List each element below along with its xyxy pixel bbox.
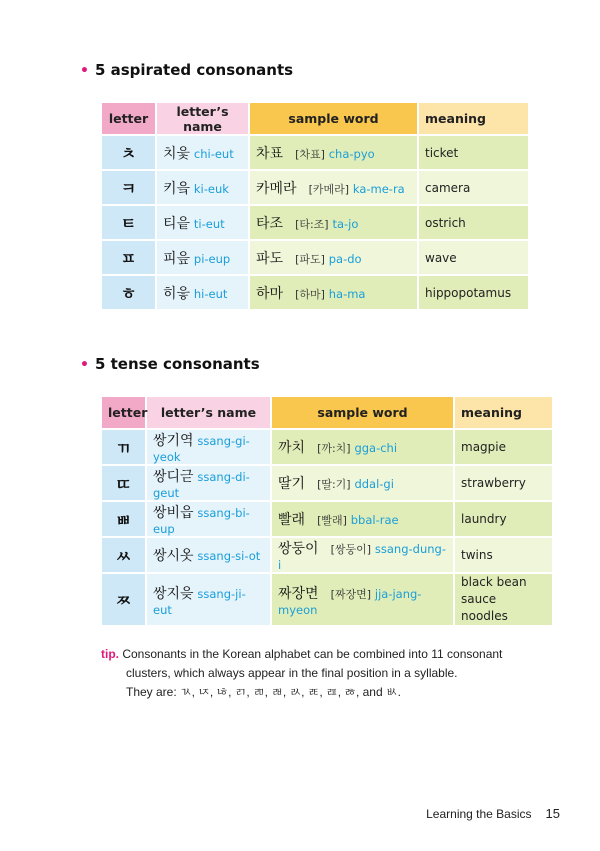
- sample-romanization: cha-pyo: [328, 146, 375, 161]
- header-sample-word: sample word: [249, 102, 418, 135]
- meaning-text: ticket: [425, 145, 459, 160]
- sample-cell: [249, 240, 418, 275]
- name-korean: 쌍비읍: [153, 505, 194, 521]
- tip-line-3: They are: ㄳ, ㄵ, ㄶ, ㄺ, ㄻ, ㄼ, ㄽ, ㄾ, ㄿ, ㅀ, and ㅄ.: [126, 685, 401, 699]
- name-korean: 쌍디귿: [153, 469, 194, 485]
- sample-cell: [249, 275, 418, 310]
- name-romanization: pi-eup: [193, 251, 231, 266]
- table-header-row: [101, 102, 529, 135]
- sample-word: 짜장면: [278, 585, 319, 602]
- letter-cell: ㅉ: [101, 573, 146, 626]
- letter-cell: ㅋ: [101, 170, 156, 205]
- section-title: 5 tense consonants: [94, 355, 260, 373]
- sample-cell: [271, 537, 454, 573]
- meaning-text: laundry: [461, 512, 507, 526]
- meaning-cell: [418, 170, 529, 205]
- name-cell: [146, 573, 271, 626]
- sample-romanization: bbal-rae: [350, 513, 399, 527]
- name-korean: 쌍시옷: [153, 548, 194, 564]
- sample-pronunciation: [딸:기]: [317, 478, 351, 491]
- sample-word: 카메라: [256, 180, 297, 197]
- name-korean: 피읖: [163, 250, 191, 267]
- table-row: [101, 275, 529, 310]
- name-cell: [146, 501, 271, 537]
- tip-line-2: clusters, which always appear in the final position in a syllable.: [126, 666, 458, 680]
- sample-word: 쌍둥이: [278, 541, 319, 557]
- sample-romanization: ta-jo: [332, 216, 359, 231]
- table-header-row: [101, 396, 553, 429]
- meaning-cell: [454, 501, 553, 537]
- sample-cell: [271, 573, 454, 626]
- name-romanization: ti-eut: [193, 216, 225, 231]
- letter-cell: ㅃ: [101, 501, 146, 537]
- letter-cell: ㄲ: [101, 429, 146, 465]
- letter-cell: ㄸ: [101, 465, 146, 501]
- sample-romanization: ssang-dung-i: [278, 542, 446, 572]
- header-letter: letter: [101, 396, 146, 429]
- table-row: [101, 573, 553, 626]
- name-korean: 치읓: [163, 145, 191, 162]
- meaning-cell: [418, 275, 529, 310]
- meaning-text: hippopotamus: [425, 285, 512, 300]
- sample-romanization: ha-ma: [328, 286, 366, 301]
- sample-word: 하마: [256, 285, 284, 302]
- meaning-text: wave: [425, 250, 457, 265]
- name-romanization: ssang-gi-yeok: [153, 434, 250, 464]
- meaning-text: black bean sauce noodles: [461, 575, 527, 623]
- meaning-text: camera: [425, 180, 471, 195]
- name-romanization: hi-eut: [193, 286, 228, 301]
- tense-consonants-table: [100, 395, 554, 627]
- table-row: [101, 170, 529, 205]
- sample-cell: [271, 465, 454, 501]
- section-heading-tense: [80, 355, 260, 373]
- sample-cell: [249, 170, 418, 205]
- name-cell: [156, 135, 249, 170]
- name-romanization: ssang-di-geut: [153, 470, 250, 500]
- section-heading-aspirated: [80, 61, 293, 79]
- name-korean: 쌍지읒: [153, 585, 194, 602]
- tip-note: [101, 645, 541, 702]
- meaning-text: magpie: [461, 440, 506, 454]
- name-cell: [156, 240, 249, 275]
- name-korean: 티읕: [163, 215, 191, 232]
- meaning-cell: [454, 465, 553, 501]
- sample-romanization: ka-me-ra: [352, 181, 405, 196]
- meaning-text: ostrich: [425, 215, 466, 230]
- header-meaning: meaning: [454, 396, 553, 429]
- sample-romanization: ddal-gi: [354, 477, 394, 491]
- meaning-cell: [418, 135, 529, 170]
- letter-cell: ㅆ: [101, 537, 146, 573]
- sample-pronunciation: [파도]: [295, 252, 325, 266]
- header-letter: letter: [101, 102, 156, 135]
- sample-word: 까치: [278, 440, 306, 456]
- sample-romanization: pa-do: [328, 251, 362, 266]
- bullet-icon: •: [80, 357, 89, 373]
- table-row: [101, 240, 529, 275]
- header-meaning: meaning: [418, 102, 529, 135]
- header-sample-word: sample word: [271, 396, 454, 429]
- name-romanization: chi-eut: [193, 146, 234, 161]
- sample-pronunciation: [쌍둥이]: [330, 543, 372, 556]
- sample-romanization: gga-chi: [354, 441, 398, 455]
- sample-cell: [249, 135, 418, 170]
- letter-cell: ㅌ: [101, 205, 156, 240]
- table-row: [101, 501, 553, 537]
- sample-cell: [271, 501, 454, 537]
- table-row: [101, 205, 529, 240]
- table-row: [101, 537, 553, 573]
- name-romanization: ssang-bi-eup: [153, 506, 250, 536]
- name-korean: 쌍기역: [153, 433, 194, 449]
- meaning-cell: [418, 240, 529, 275]
- sample-pronunciation: [빨래]: [317, 514, 347, 527]
- sample-pronunciation: [차표]: [295, 147, 325, 161]
- sample-word: 타조: [256, 215, 284, 232]
- table-row: [101, 135, 529, 170]
- name-cell: [146, 429, 271, 465]
- sample-pronunciation: [까:치]: [317, 442, 351, 455]
- sample-pronunciation: [카메라]: [308, 182, 350, 196]
- sample-cell: [271, 429, 454, 465]
- name-romanization: ssang-ji-eut: [153, 586, 246, 617]
- section-title: 5 aspirated consonants: [94, 61, 294, 79]
- bullet-icon: •: [80, 63, 89, 79]
- name-romanization: ssang-si-ot: [197, 549, 261, 563]
- name-cell: [156, 205, 249, 240]
- aspirated-consonants-table: [100, 101, 530, 311]
- sample-word: 딸기: [278, 476, 306, 492]
- name-cell: [156, 170, 249, 205]
- sample-romanization: jja-jang-myeon: [278, 586, 422, 617]
- sample-pronunciation: [짜장면]: [330, 587, 372, 601]
- name-romanization: ki-euk: [193, 181, 229, 196]
- sample-pronunciation: [하마]: [295, 287, 325, 301]
- meaning-text: strawberry: [461, 476, 526, 490]
- sample-word: 파도: [256, 250, 284, 267]
- letter-cell: ㅎ: [101, 275, 156, 310]
- meaning-cell: [454, 429, 553, 465]
- meaning-cell: [418, 205, 529, 240]
- letter-cell: ㅊ: [101, 135, 156, 170]
- tip-label: tip.: [101, 647, 119, 661]
- meaning-cell: [454, 537, 553, 573]
- header-letter-name: letter’s name: [146, 396, 271, 429]
- meaning-text: twins: [461, 548, 493, 562]
- meaning-cell: [454, 573, 553, 626]
- sample-word: 빨래: [278, 512, 306, 528]
- page-number: 15: [545, 806, 560, 821]
- name-cell: [146, 465, 271, 501]
- header-letter-name: letter’s name: [156, 102, 249, 135]
- sample-pronunciation: [타:조]: [295, 217, 329, 231]
- letter-cell: ㅍ: [101, 240, 156, 275]
- sample-word: 차표: [256, 145, 284, 162]
- footer-section-title: Learning the Basics: [426, 807, 532, 821]
- page-footer: [426, 806, 560, 821]
- name-cell: [146, 537, 271, 573]
- table-row: [101, 429, 553, 465]
- table-row: [101, 465, 553, 501]
- sample-cell: [249, 205, 418, 240]
- name-korean: 키읔: [163, 180, 191, 197]
- name-cell: [156, 275, 249, 310]
- tip-line-1: Consonants in the Korean alphabet can be combined into 11 consonant: [122, 647, 503, 661]
- name-korean: 히읗: [163, 285, 191, 302]
